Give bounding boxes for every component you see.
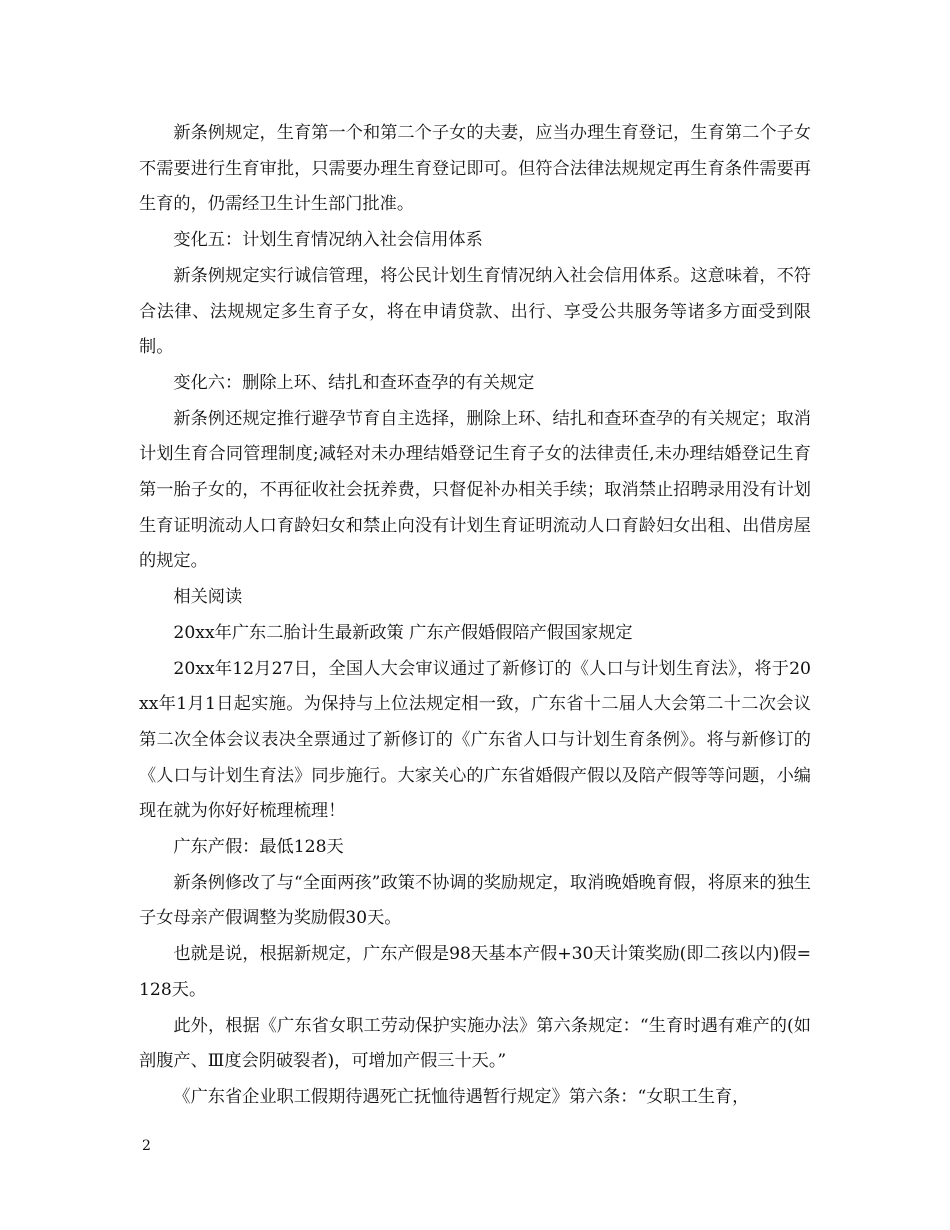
section-heading: 变化六：删除上环、结扎和查环查孕的有关规定 (173, 372, 535, 393)
paragraph: 也就是说，根据新规定，广东产假是98天基本产假+30天计策奖励(即二孩以内)假=128天。 (139, 944, 811, 1000)
related-reading-label: 相关阅读 (173, 587, 243, 608)
section-heading: 变化五：计划生育情况纳入社会信用体系 (173, 230, 483, 251)
paragraph: 《广东省企业职工假期待遇死亡抚恤待遇暂行规定》第六条：“女职工生育， (173, 1086, 750, 1107)
paragraph: 新条例规定，生育第一个和第二个子女的夫妻，应当办理生育登记，生育第二个子女不需要进行生育审批，只需要办理生育登记即可。但符合法律法规规定再生育条件需要再生育的，仍需经卫生计生部门批准。 (139, 123, 811, 215)
paragraph: 新条例修改了与“全面两孩”政策不协调的奖励规定，取消晚婚晚育假，将原来的独生子女母亲产假调整为奖励假30天。 (139, 872, 811, 929)
article-title: 20xx年广东二胎计生最新政策 广东产假婚假陪产假国家规定 (173, 622, 633, 643)
paragraph: 此外，根据《广东省女职工劳动保护实施办法》第六条规定：“生育时遇有难产的(如剖腹产、Ⅲ度会阴破裂者)，可增加产假三十天。” (139, 1015, 811, 1072)
section-heading: 广东产假：最低128天 (173, 837, 344, 858)
paragraph: 新条例还规定推行避孕节育自主选择，删除上环、结扎和查环查孕的有关规定；取消计划生育合同管理制度;减轻对未办理结婚登记生育子女的法律责任,未办理结婚登记生育第一胎子女的，不再征收社会抚养费，只督促补办相关手续；取消禁止招聘录用没有计划生育证明流动人口育龄妇女和禁止向没有计划生育证明流动人口育龄妇女出租、出借房屋的规定。 (139, 408, 811, 572)
page-number: 2 (142, 1138, 151, 1154)
paragraph: 新条例规定实行诚信管理，将公民计划生育情况纳入社会信用体系。这意味着，不符合法律、法规规定多生育子女，将在申请贷款、出行、享受公共服务等诸多方面受到限制。 (139, 265, 811, 358)
paragraph: 20xx年12月27日，全国人大会审议通过了新修订的《人口与计划生育法》，将于20xx年1月1日起实施。为保持与上位法规定相一致，广东省十二届人大会第二十二次会议第二次全体会议表决全票通过了新修订的《广东省人口与计划生育条例》。将与新修订的《人口与计划生育法》同步施行。大家关心的广东省婚假产假以及陪产假等等问题，小编现在就为你好好梳理梳理！ (139, 658, 811, 822)
document-body (139, 116, 811, 1116)
